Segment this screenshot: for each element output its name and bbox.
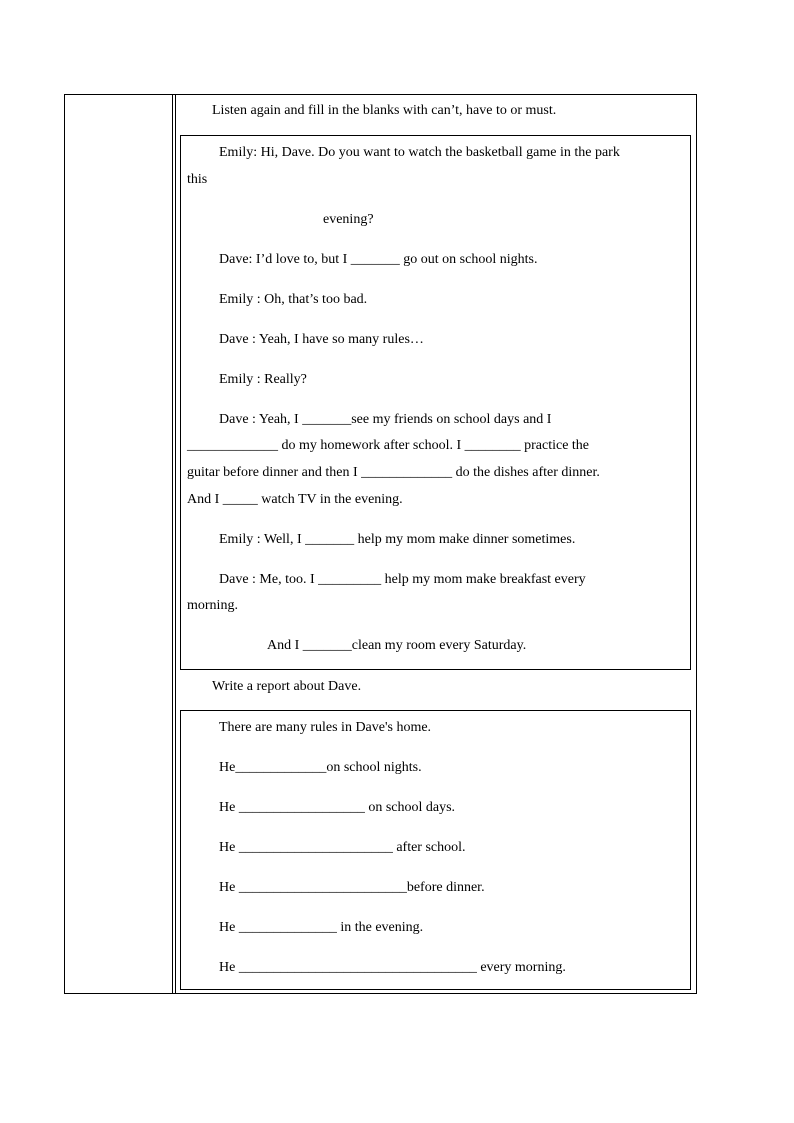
report-line-7: He __________________________________ every morning. <box>219 960 566 975</box>
dialogue-line-1: Emily: Hi, Dave. Do you want to watch the basketball game in the park <box>219 145 620 160</box>
dialogue-line-2: evening? <box>323 212 374 227</box>
dialogue-line-3: Dave: I’d love to, but I _______ go out on school nights. <box>219 252 538 267</box>
column-divider <box>175 95 176 993</box>
listen-instruction: Listen again and fill in the blanks with can’t, have to or must. <box>212 103 557 118</box>
dialogue-line-4: Emily : Oh, that’s too bad. <box>219 292 368 307</box>
report-line-5: He ________________________before dinner. <box>219 880 485 895</box>
report-line-4: He ______________________ after school. <box>219 840 466 855</box>
dialogue-line-1b: this <box>187 172 208 187</box>
report-line-1: There are many rules in Dave's home. <box>219 720 432 735</box>
dialogue-line-12: Dave : Me, too. I _________ help my mom make breakfast every <box>219 572 586 587</box>
dialogue-line-13: And I _______clean my room every Saturday. <box>267 638 527 653</box>
dialogue-box <box>180 135 691 670</box>
left-column <box>65 95 173 993</box>
report-instruction: Write a report about Dave. <box>212 679 362 694</box>
report-line-6: He ______________ in the evening. <box>219 920 424 935</box>
dialogue-line-8: _____________ do my homework after school. I ________ practice the <box>187 438 590 453</box>
report-line-2: He_____________on school nights. <box>219 760 422 775</box>
dialogue-line-5: Dave : Yeah, I have so many rules… <box>219 332 424 347</box>
dialogue-line-6: Emily : Really? <box>219 372 307 387</box>
dialogue-line-10: And I _____ watch TV in the evening. <box>187 492 403 507</box>
dialogue-line-7: Dave : Yeah, I _______see my friends on school days and I <box>219 412 552 427</box>
dialogue-line-9: guitar before dinner and then I _____________ do the dishes after dinner. <box>187 465 600 480</box>
dialogue-line-11: Emily : Well, I _______ help my mom make dinner sometimes. <box>219 532 576 547</box>
report-line-3: He __________________ on school days. <box>219 800 456 815</box>
dialogue-line-12b: morning. <box>187 598 238 613</box>
